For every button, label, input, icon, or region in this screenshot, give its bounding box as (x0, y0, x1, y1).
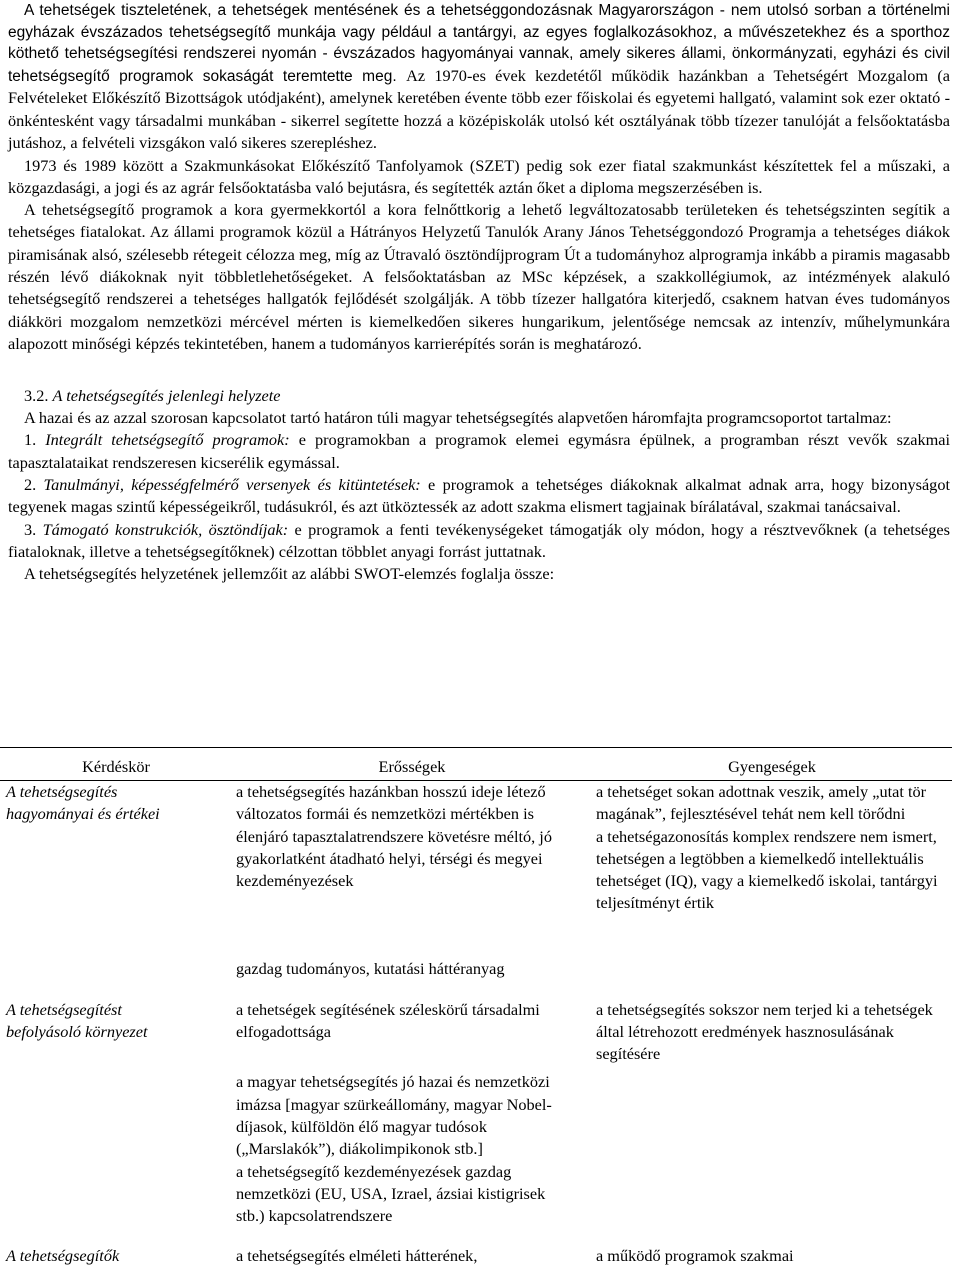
list-item-text: e programokban a programok elemei egymásra épülnek, a programban részt vevők szakmai tapasztalataikat rendszeresen kicserélik egymással. (8, 430, 950, 472)
list-item-title: Tanulmányi, képességfelmérő versenyek és kitüntetések: (43, 475, 421, 495)
paragraph-tradition-a: A tehetségek tiszteletének, a tehetségek mentésének és a tehetséggondozásnak Magyarországon - nem utolsó sorban a történelmi egyházak évszázados tehetségsegítő munkája vagy például a tantárgyi, az egyes foglalkozásokhoz, a művészetekhez és a sporthoz köthető tehetségsegítési rendszerei nyomán - évszázados hagyományai vannak, amely sikeres állami, önkormányzati, egyházi és civil tehetségsegítő programok sokaságát teremtette meg. (8, 2, 950, 85)
section-gap (8, 355, 950, 377)
table-row (0, 1227, 952, 1267)
row-category: A tehetségsegítést befolyásoló környezet (6, 999, 148, 1042)
section-heading (8, 385, 950, 407)
list-item-text: e programok a fenti tevékenységeket támogatják oly módon, hogy a résztvevőknek (a tehetséges fiataloknak, illetve a tehetségsegítőknek) célzottan többlet anyagi forrást juttatnak. (8, 519, 950, 561)
strength-item: a tehetségek segítésének széleskörű társadalmi elfogadottsága (236, 999, 540, 1042)
list-item-text: e programok a tehetséges diákoknak alkalmat adnak arra, hogy bizonyságot tegyenek magas szintű képességeikről, tudásukról, és azt ütköztessék az adott szakma elismert tagjainak bírálatával, szakmai tanácsaival. (8, 475, 950, 517)
table-row (0, 781, 952, 981)
weakness-item: a tehetségsegítés sokszor nem terjed ki a tehetségek által létrehozott eredmények hasznosulásának segítésére (596, 999, 933, 1064)
strength-item: a tehetségsegítő kezdeményezések gazdag nemzetközi (EU, USA, Izrael, ázsiai kistigrisek stb.) kapcsolatrendszere (236, 1161, 546, 1226)
row-category: A tehetségsegítők (6, 1246, 120, 1266)
weakness-item: a működő programok szakmai (596, 1246, 794, 1266)
column-header: Gyengeségek (592, 748, 952, 781)
list-item: 2. Tanulmányi, képességfelmérő versenyek és kitüntetések: e programok a tehetséges diákoknak alkalmat adnak arra, hogy bizonyságot tegyenek magas szintű képességeikről, tudásukról, és azt ütköztessék az adott szakma elismert tagjainak bírálatával, szakmai tanácsaival. (8, 475, 950, 517)
column-header: Kérdéskör (0, 748, 232, 781)
paragraph-programs: A tehetségsegítő programok a kora gyermekkortól a kora felnőttkorig a lehető legváltozatosabb területeken és tehetségszinten segítik a tehetséges fiatalokat. Az állami programok közül a Hátrányos Helyzetű Tanulók Arany János Tehetséggondozó Programja a tehetséges diákok piramisának alsó, szélesebb rétegeit célozza meg, míg az Útravaló ösztöndíjprogram Út a tudományhoz alprogramja inkább a piramis magasabb részén lévő diákoknak nyit többletlehetőségeket. A felsőoktatásban az MSc képzések, a szakkollégiumok, az intézmények alakuló tehetségsegítő rendszerei a tehetséges hallgatók fejlődését szolgálják. A több tízezer hallgatóra kiterjedő, csaknem hatvan éves tudományos diákköri mozgalom nemzetközi mércével mérten is kiemelkedően sikeres hungarikum, jelentősége nemcsak az intenzív, műhelymunkára alapozott minőségi képzés tekintetében, hanem a tudományos karrierépítés során is meghatározó. (8, 200, 950, 353)
table-row (0, 981, 952, 1228)
paragraph-tradition (8, 0, 950, 155)
column-header: Erősségek (232, 748, 592, 781)
section-number: 3.2. (24, 386, 49, 406)
strength-item: gazdag tudományos, kutatási háttéranyag (236, 959, 505, 979)
strength-item: a tehetségsegítés elméleti hátterének, (236, 1246, 478, 1266)
weakness-item: a tehetségazonosítás komplex rendszere nem ismert, tehetségen a legtöbben a kiemelkedő intellektuális tehetséget (IQ), vagy a kiemelkedő iskolai, tantárgyi teljesítményt értik (596, 826, 938, 913)
swot-intro: A tehetségsegítés helyzetének jellemzőit az alábbi SWOT-elemzés foglalja össze: (24, 564, 555, 584)
swot-table (0, 747, 952, 1268)
paragraph-tradition-b: Az 1970-es évek kezdetétől működik hazánkban a Tehetségért Mozgalom (a Felvételeket Előkészítő Bizottságok utódjaként), amelynek keretében évente több ezer főiskolai és egyetemi hallgató, valamint sok ezer oktató - önkéntesként vagy társadalmi munkában - sikerrel segítette hozzá a középiskolák utolsó két osztályának több tízezer tanulóját a felsőoktatásba jutáshoz, a felvételi vizsgákon való sikeres szerepléshez. (8, 65, 951, 152)
list-item: 1. Integrált tehetségsegítő programok: e programokban a programok elemei egymásra épülnek, a programban részt vevők szakmai tapasztalataikat rendszeresen kicserélik egymással. (8, 430, 950, 472)
list-item-title: Integrált tehetségsegítő programok: (45, 430, 290, 450)
row-category: A tehetségsegítés hagyományai és értékei (6, 782, 160, 824)
weakness-item: a tehetséget sokan adottnak veszik, amely „utat tör magának”, fejlesztésével tehát nem kell törődni (596, 782, 927, 824)
section-intro: A hazai és az azzal szorosan kapcsolatot tartó határon túli magyar tehetségsegítés alapvetően háromfajta programcsoportot tartalmaz: (24, 408, 892, 428)
list-item-title: Támogató konstrukciók, ösztöndíjak: (42, 519, 289, 539)
strength-item: a magyar tehetségsegítés jó hazai és nemzetközi imázsa [magyar szürkeállomány, magyar Nobel-díjasok, külföldön élő magyar tudósok („Marslakók”), diákolimpikonok stb.] (236, 1072, 552, 1159)
strength-item: a tehetségsegítés hazánkban hosszú ideje létező változatos formái és nemzetközi mértékben is élenjáró tapasztalatrendszere követésre méltó, jó gyakorlatként átadható helyi, térségi és megyei kezdeményezések (236, 782, 552, 891)
section-title: A tehetségsegítés jelenlegi helyzete (52, 386, 281, 406)
table-header-row (0, 748, 952, 781)
paragraph-szet: 1973 és 1989 között a Szakmunkásokat Előkészítő Tanfolyamok (SZET) pedig sok ezer fiatal szakmunkást készítettek fel a műszaki, a közgazdasági, a jogi és az agrár felsőoktatásba való bejutásra, és segítették aztán őket a diploma megszerzésében is. (8, 155, 950, 197)
list-item: 3. Támogató konstrukciók, ösztöndíjak: e programok a fenti tevékenységeket támogatják oly módon, hogy a résztvevőknek (a tehetséges fiataloknak, illetve a tehetségsegítőknek) célzottan többlet anyagi forrást juttatnak. (8, 519, 950, 561)
document-page (8, 0, 950, 586)
